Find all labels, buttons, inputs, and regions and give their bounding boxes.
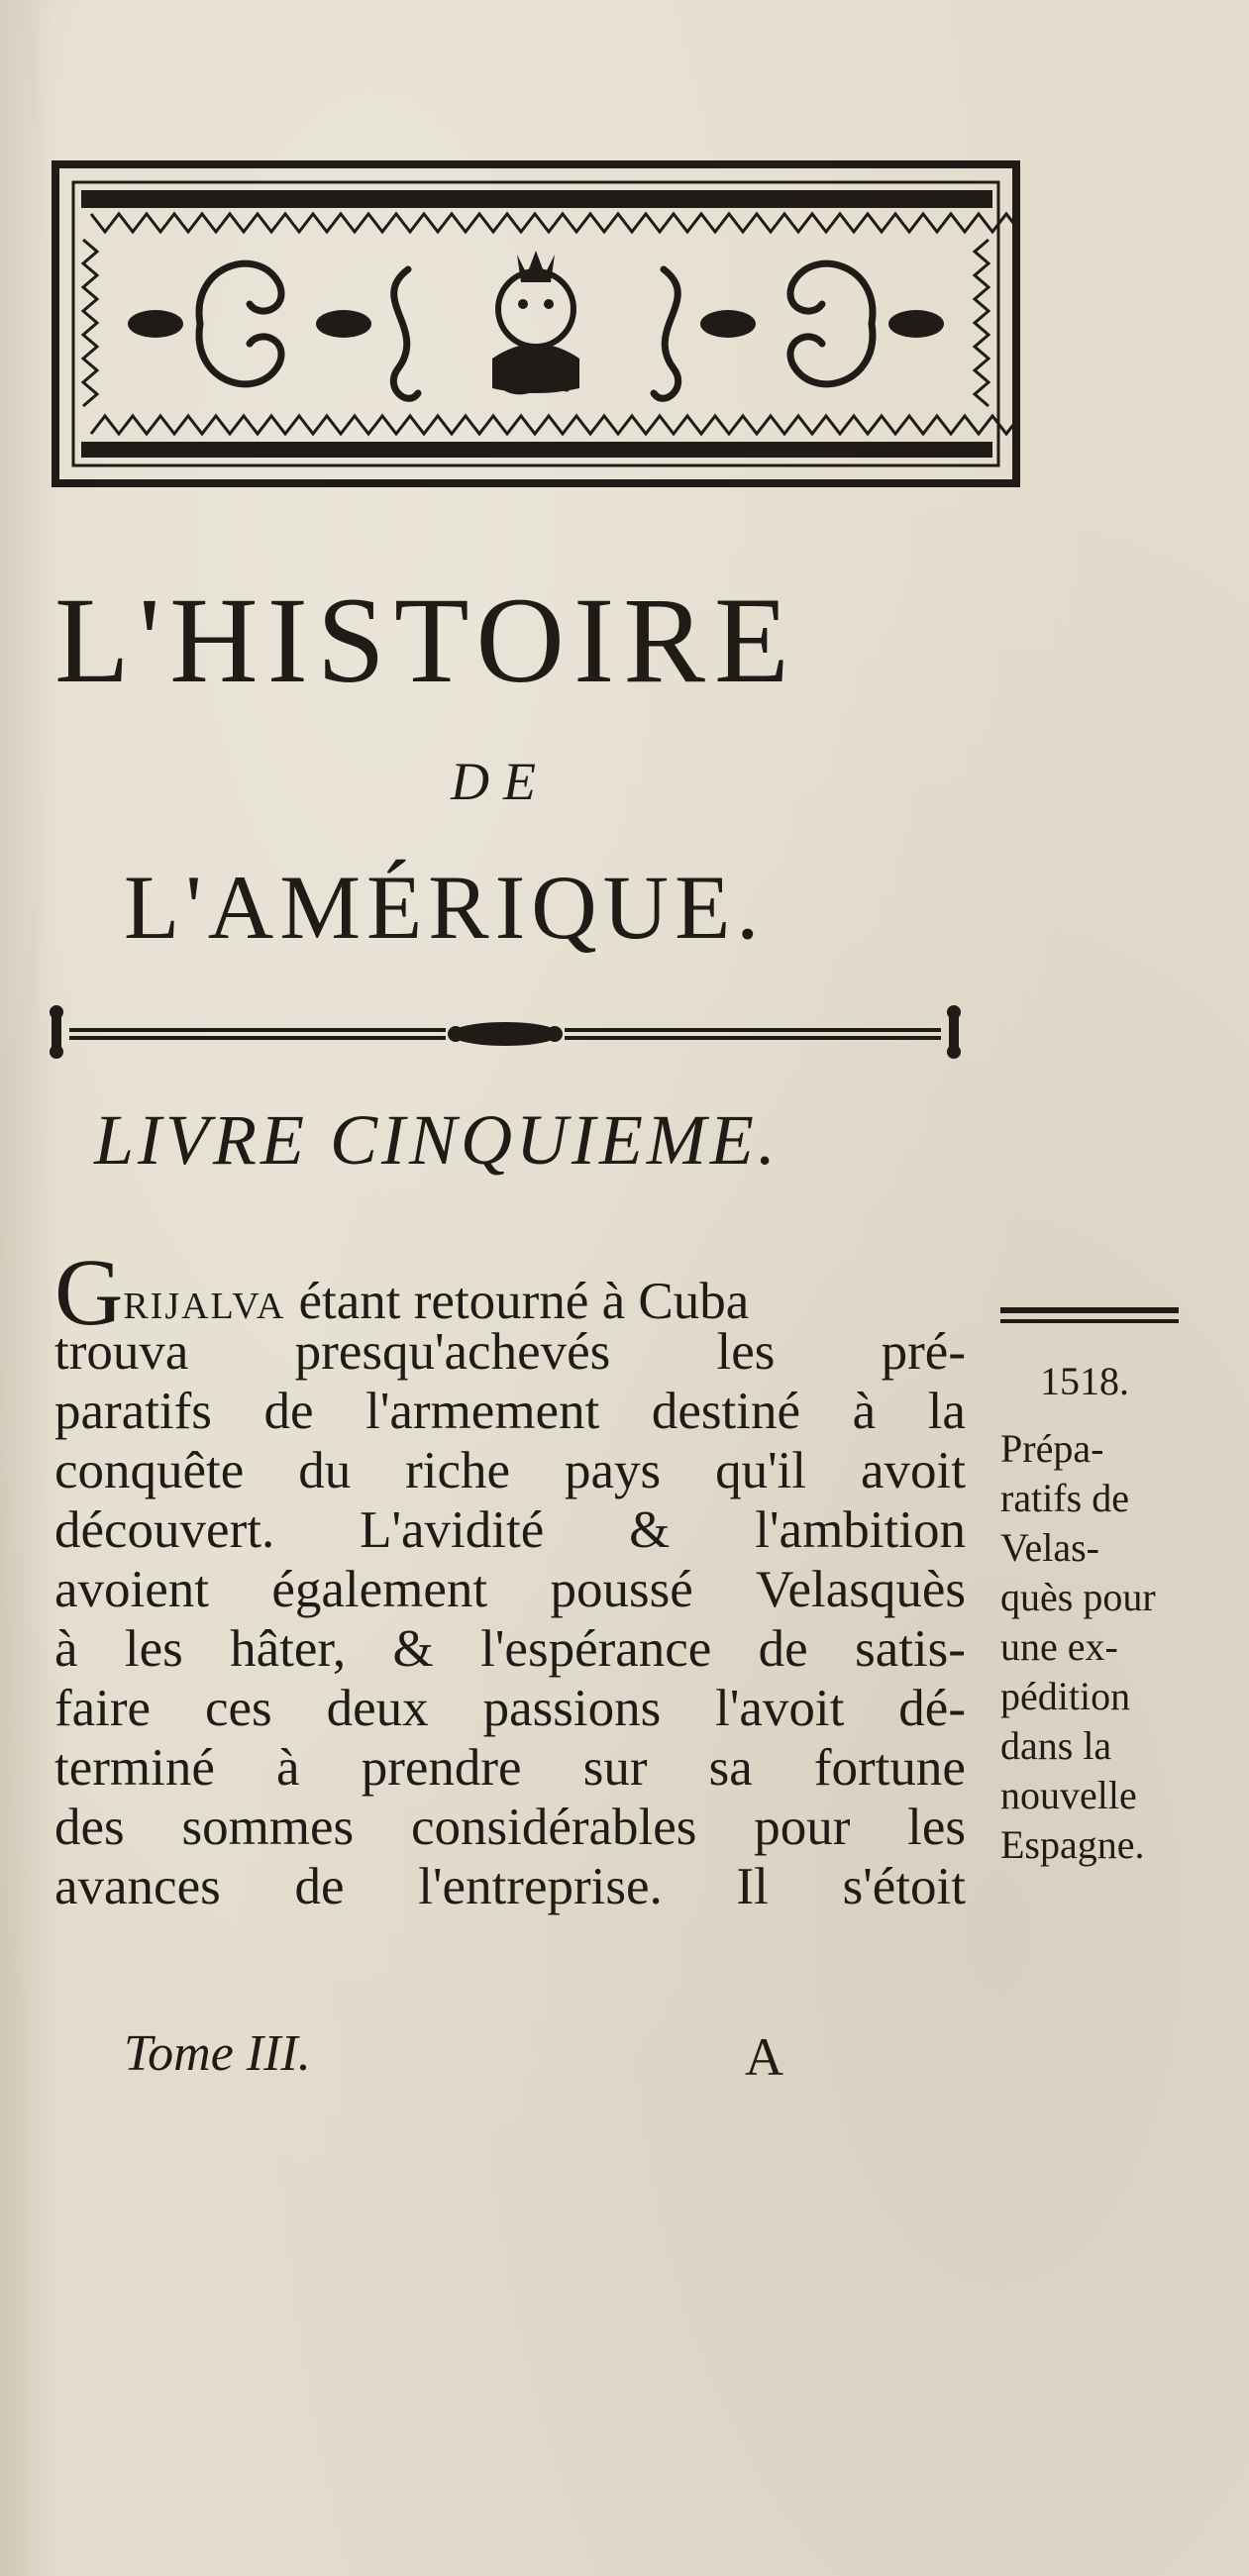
margin-line: nouvelle — [1000, 1773, 1137, 1817]
body-word: de — [758, 1620, 808, 1678]
body-word: l'espérance — [480, 1620, 712, 1678]
body-line — [54, 1857, 966, 1916]
body-word: l'ambition — [755, 1501, 966, 1559]
drop-cap: G — [54, 1239, 124, 1345]
body-word: à — [852, 1383, 877, 1440]
body-word: les — [907, 1799, 966, 1856]
body-line — [54, 1322, 966, 1382]
page-subtitle: L'AMÉRIQUE. — [124, 857, 766, 958]
margin-line: Espagne. — [1000, 1822, 1145, 1867]
body-word: conquête — [54, 1442, 245, 1499]
body-word: sur — [582, 1739, 648, 1797]
body-line — [54, 1679, 966, 1738]
body-word: hâter, — [230, 1620, 347, 1678]
body-word: Il — [736, 1858, 769, 1915]
body-word: la — [927, 1383, 966, 1440]
body-word: dé- — [898, 1680, 966, 1737]
body-line — [54, 1619, 966, 1679]
title-connector: DE — [451, 752, 550, 811]
body-word: pour — [754, 1799, 851, 1856]
body-word: du — [298, 1442, 352, 1499]
margin-line: quès pour — [1000, 1575, 1156, 1619]
body-word: également — [271, 1561, 488, 1618]
body-line — [54, 1441, 966, 1500]
book-heading: LIVRE CINQUIEME. — [94, 1100, 780, 1180]
margin-line: dans la — [1000, 1723, 1112, 1768]
page-title: L'HISTOIRE — [54, 572, 798, 708]
body-word: des — [54, 1799, 125, 1856]
body-word: presqu'achevés — [294, 1323, 611, 1381]
body-word: de — [263, 1383, 314, 1440]
body-word: étant retourné à Cuba — [298, 1273, 750, 1330]
body-word: deux — [326, 1680, 429, 1737]
margin-line: Velas- — [1000, 1525, 1099, 1570]
body-word: l'avoit — [715, 1680, 845, 1737]
body-word: s'étoit — [842, 1858, 966, 1915]
margin-line: pédition — [1000, 1674, 1131, 1718]
opening-words — [54, 1239, 750, 1345]
volume-label: Tome III. — [124, 2025, 311, 2082]
body-word: L'avidité — [360, 1501, 545, 1559]
body-word: découvert. — [54, 1501, 275, 1559]
body-word: qu'il — [715, 1442, 807, 1499]
body-word: terminé — [54, 1739, 215, 1797]
body-word: trouva — [54, 1323, 189, 1381]
body-line — [54, 1738, 966, 1798]
body-word: à — [54, 1620, 78, 1678]
body-word: satis- — [855, 1620, 966, 1678]
margin-note — [1000, 1357, 1198, 1870]
margin-year: 1518. — [1040, 1359, 1129, 1403]
body-word: passions — [482, 1680, 662, 1737]
body-line — [54, 1382, 966, 1441]
body-word: Velasquès — [756, 1561, 966, 1618]
body-word: ces — [205, 1680, 272, 1737]
margin-line: Prépa- — [1000, 1426, 1104, 1471]
body-word: riche — [405, 1442, 511, 1499]
body-text — [54, 1239, 966, 1916]
body-line — [54, 1560, 966, 1619]
body-word: destiné — [651, 1383, 800, 1440]
margin-rule — [1000, 1305, 1179, 1327]
body-word: l'armement — [365, 1383, 600, 1440]
signature-mark: A — [745, 2027, 783, 2087]
body-word: à — [276, 1739, 300, 1797]
body-word: pays — [565, 1442, 662, 1499]
body-word: les — [124, 1620, 183, 1678]
body-line — [54, 1239, 966, 1345]
body-word: considérables — [410, 1799, 697, 1856]
body-word: paratifs — [54, 1383, 212, 1440]
margin-line: ratifs de — [1000, 1476, 1129, 1520]
margin-line: une ex- — [1000, 1624, 1118, 1669]
body-word: avoient — [54, 1561, 209, 1618]
ornamental-rule — [40, 1000, 971, 1064]
opening-smallcaps: RIJALVA — [123, 1286, 286, 1327]
body-word: sa — [708, 1739, 753, 1797]
body-word: & — [629, 1501, 671, 1559]
body-word: fortune — [813, 1739, 966, 1797]
ornamental-headpiece — [52, 160, 1020, 487]
body-word: pré- — [881, 1323, 966, 1381]
body-word: les — [716, 1323, 776, 1381]
body-word: avances — [54, 1858, 221, 1915]
body-line — [54, 1798, 966, 1857]
body-word: faire — [54, 1680, 152, 1737]
body-word: de — [294, 1858, 345, 1915]
body-word: prendre — [361, 1739, 522, 1797]
body-word: l'entreprise. — [418, 1858, 663, 1915]
body-word: avoit — [861, 1442, 966, 1499]
body-word: sommes — [181, 1799, 355, 1856]
body-word: poussé — [550, 1561, 693, 1618]
body-word: & — [392, 1620, 434, 1678]
body-line — [54, 1500, 966, 1560]
